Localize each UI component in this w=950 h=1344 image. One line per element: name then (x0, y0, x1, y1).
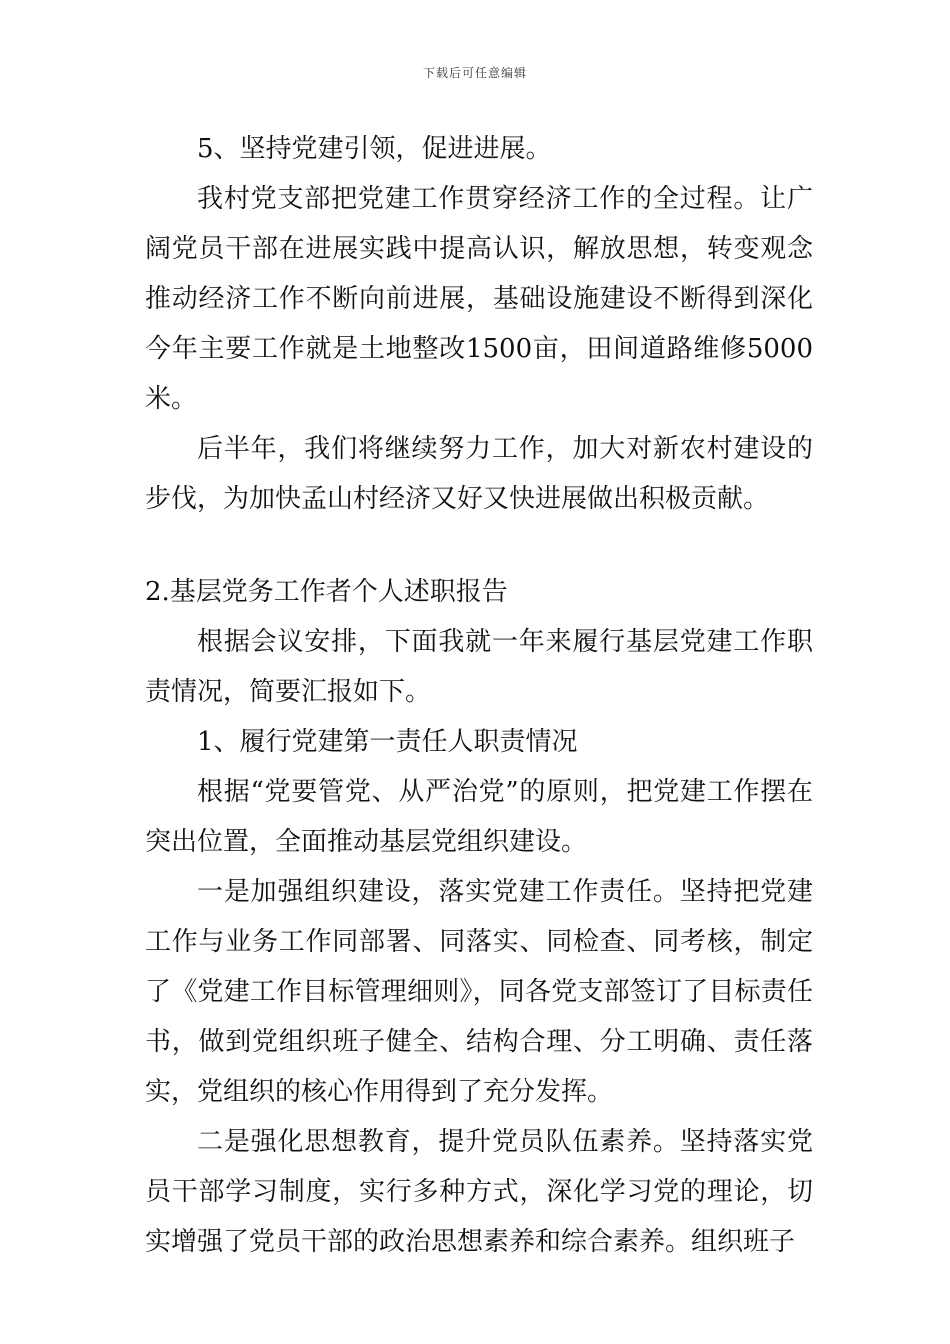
report-title: 2.基层党务工作者个人述职报告 (145, 577, 508, 607)
paragraph-section-5-heading: 5、坚持党建引领，促进进展。 (197, 134, 552, 164)
paragraph-strict-governance: 根据“党要管党、从严治党”的原则，把党建工作摆在突出位置，全面推动基层党组织建设。 (145, 777, 813, 857)
paragraph-meeting-arrangement: 根据会议安排，下面我就一年来履行基层党建工作职责情况，简要汇报如下。 (145, 627, 813, 707)
paragraph-second-half-year: 后半年，我们将继续努力工作，加大对新农村建设的步伐，为加快孟山村经济又好又快进展做出积极贡献。 (145, 434, 813, 514)
paragraph-organization-building: 一是加强组织建设，落实党建工作责任。坚持把党建工作与业务工作同部署、同落实、同检查、同考核，制定了《党建工作目标管理细则》，同各党支部签订了目标责任书，做到党组织班子健全、结构合理、分工明确、责任落实，党组织的核心作用得到了充分发挥。 (145, 877, 813, 1107)
paragraph-ideological-education: 二是强化思想教育，提升党员队伍素养。坚持落实党员干部学习制度，实行多种方式，深化学习党的理论，切实增强了党员干部的政治思想素养和综合素养。组织班子 (145, 1127, 813, 1257)
paragraph-party-building-work: 我村党支部把党建工作贯穿经济工作的全过程。让广阔党员干部在进展实践中提高认识，解放思想，转变观念推动经济工作不断向前进展，基础设施建设不断得到深化今年主要工作就是土地整改1500亩，田间道路维修5000米。 (145, 184, 813, 414)
page-header: 下载后可任意编辑 (422, 66, 527, 80)
document-body (145, 124, 813, 1267)
paragraph-section-1-heading: 1、履行党建第一责任人职责情况 (197, 727, 578, 757)
